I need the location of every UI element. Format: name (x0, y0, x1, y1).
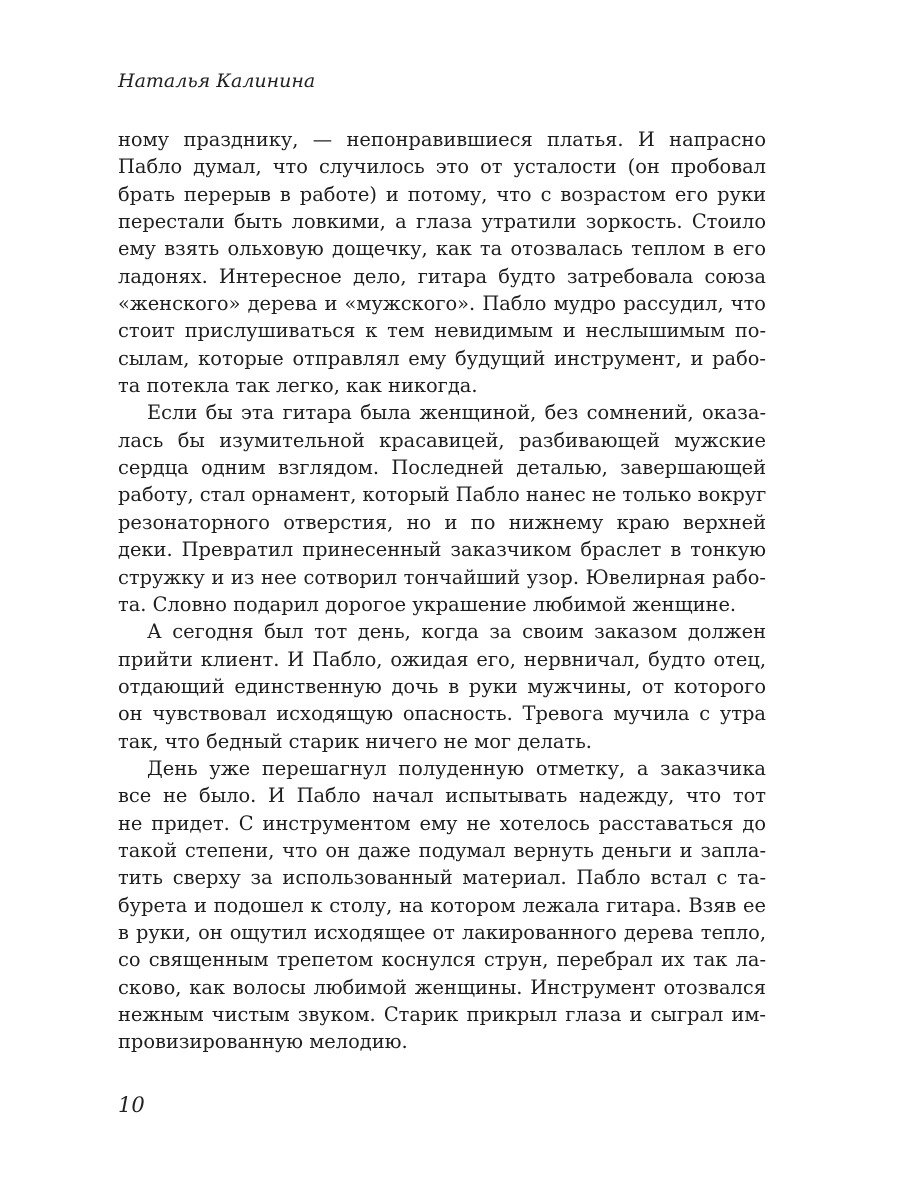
text-line: деки. Превратил принесенный заказчиком браслет в тонкую (118, 538, 766, 562)
text-line: провизированную мелодию. (118, 1030, 408, 1054)
text-line: не придет. С инструментом ему не хотелось расставаться до (118, 811, 766, 835)
text-line: со священным трепетом коснулся струн, перебрал их так ла- (118, 948, 766, 972)
text-line: стоит прислушиваться к тем невидимым и неслышимым по- (118, 319, 766, 343)
text-line: ему взять ольховую дощечку, как та отозвалась теплом в его (118, 237, 766, 261)
text-line: так, что бедный старик ничего не мог делать. (118, 729, 592, 753)
text-line: резонаторного отверстия, но и по нижнему краю верхней (118, 510, 766, 534)
text-line: брать перерыв в работе) и потому, что с возрастом его руки (118, 182, 766, 206)
text-line: та потекла так легко, как никогда. (118, 374, 478, 398)
text-line: нежным чистым звуком. Старик прикрыл глаза и сыграл им- (118, 1003, 766, 1026)
text-line: День уже перешагнул полуденную отметку, а заказчика (147, 756, 766, 780)
paragraph-continuation (118, 126, 766, 399)
page-number: 10 (118, 1093, 145, 1117)
text-line: он чувствовал исходящую опасность. Тревога мучила с утра (118, 702, 766, 726)
text-line: бурета и подошел к столу, на котором лежала гитара. Взяв ее (118, 893, 766, 917)
text-line: работу, стал орнамент, который Пабло нанес не только вокруг (118, 483, 767, 507)
paragraph (118, 755, 766, 1056)
text-line: тить сверху за использованный материал. Пабло встал с та- (118, 866, 766, 890)
text-line: сылам, которые отправлял ему будущий инструмент, и рабо- (118, 346, 766, 370)
text-line: все не было. И Пабло начал испытывать надежду, что тот (118, 784, 766, 808)
text-line: «женского» дерева и «мужского». Пабло мудро рассудил, что (118, 292, 766, 316)
text-line: ному празднику, — непонравившиеся платья. И напрасно (118, 128, 766, 151)
text-line: А сегодня был тот день, когда за своим заказом должен (147, 620, 766, 644)
text-line: Если бы эта гитара была женщиной, без сомнений, оказа- (147, 401, 766, 425)
text-line: лась бы изумительной красавицей, разбивающей мужские (118, 428, 766, 452)
paragraph (118, 618, 766, 755)
text-line: ладонях. Интересное дело, гитара будто затребовала союза (118, 264, 766, 288)
text-line: в руки, он ощутил исходящее от лакированного дерева тепло, (118, 920, 766, 944)
body-text (118, 126, 766, 1056)
text-line: стружку и из нее сотворил тончайший узор. Ювелирная рабо- (118, 565, 766, 589)
text-line: такой степени, что он даже подумал вернуть деньги и запла- (118, 838, 766, 862)
text-line: прийти клиент. И Пабло, ожидая его, нервничал, будто отец, (118, 647, 766, 671)
text-line: та. Словно подарил дорогое украшение любимой женщине. (118, 592, 737, 616)
text-line: отдающий единственную дочь в руки мужчины, от которого (118, 674, 766, 698)
text-line: Пабло думал, что случилось это от усталости (он пробовал (118, 155, 766, 179)
paragraph (118, 399, 766, 618)
running-head-author: Наталья Калинина (118, 70, 316, 92)
text-line: сердца одним взглядом. Последней деталью, завершающей (118, 456, 766, 480)
text-line: перестали быть ловкими, а глаза утратили зоркость. Стоило (118, 210, 766, 234)
text-line: сково, как волосы любимой женщины. Инструмент отозвался (118, 975, 766, 999)
